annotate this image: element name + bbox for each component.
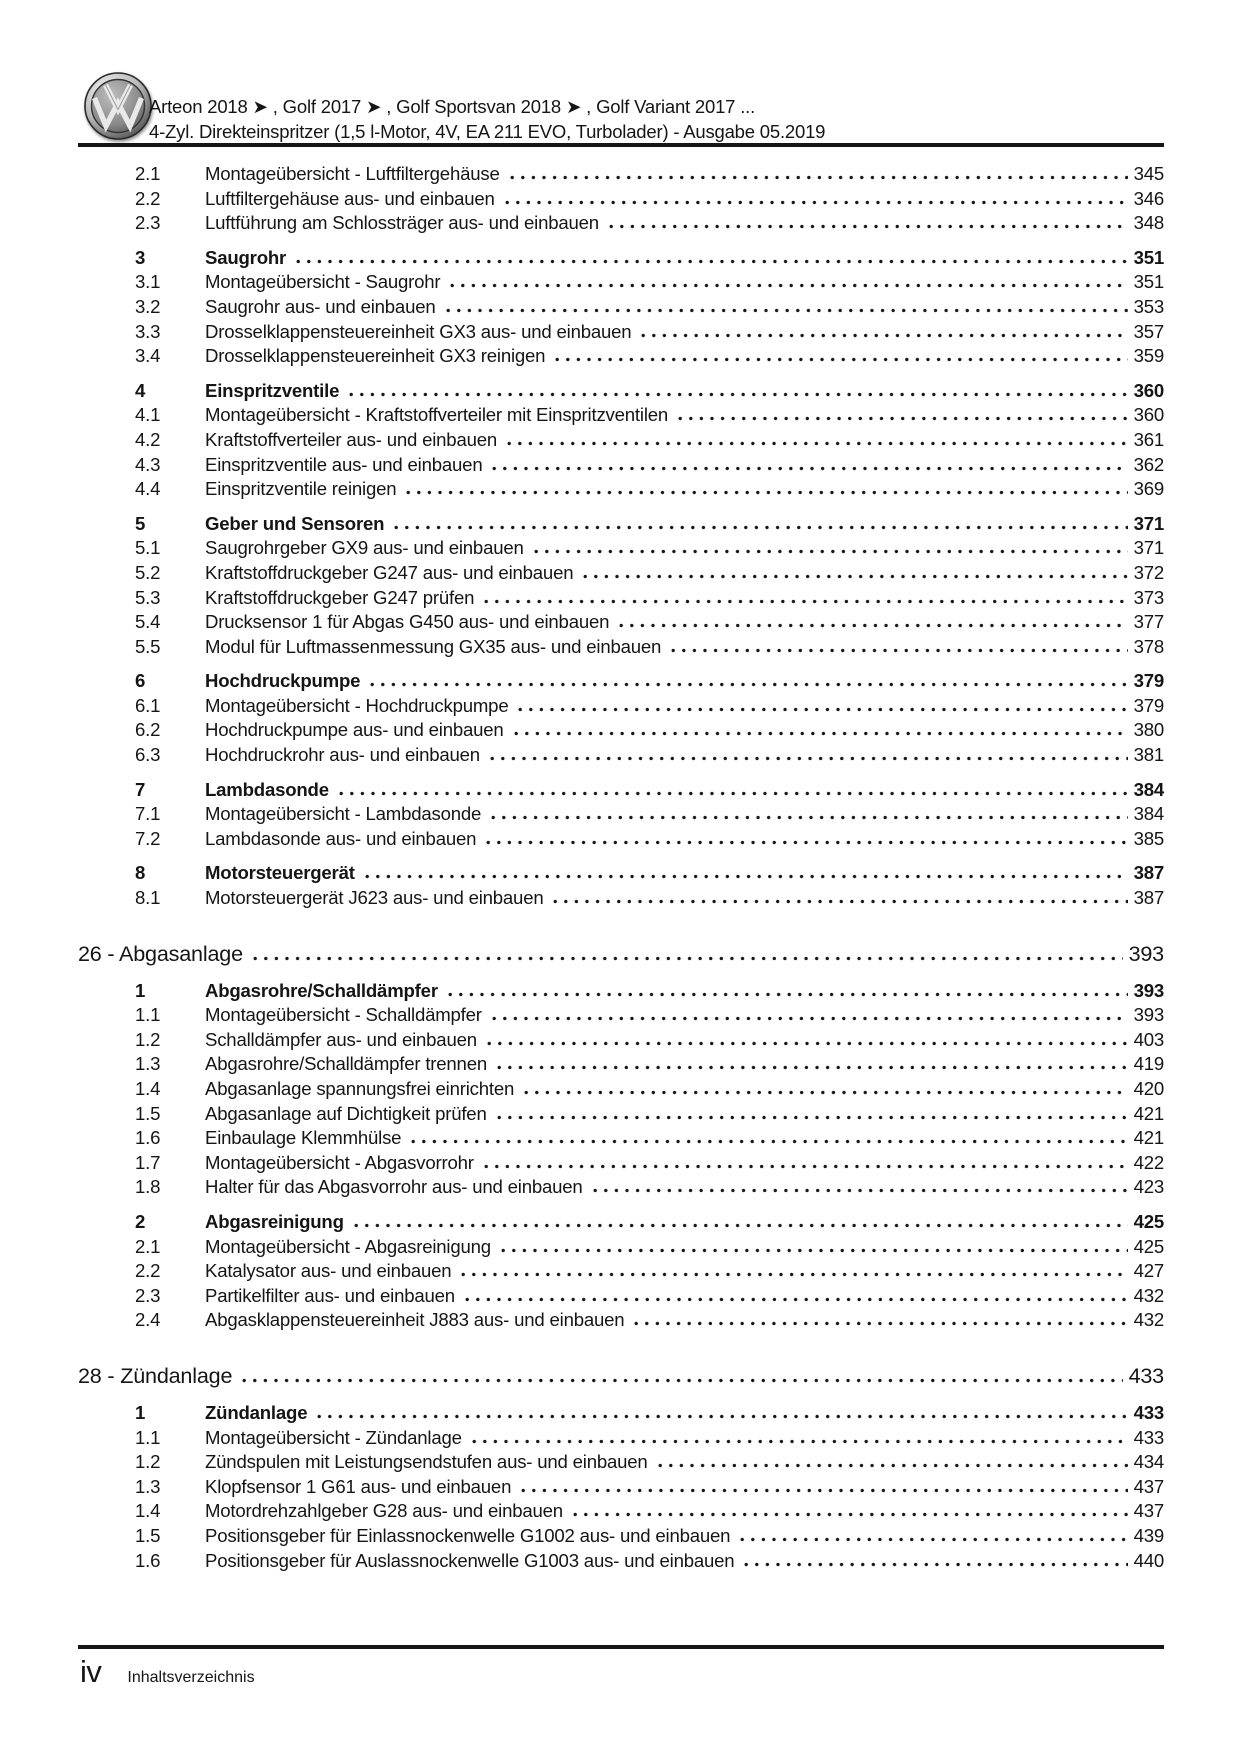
toc-entry-page: 433	[1133, 1401, 1164, 1423]
toc-row	[78, 1427, 1164, 1452]
dot-leader	[671, 648, 1127, 653]
toc-entry-title: Hochdruckpumpe	[205, 670, 361, 692]
dot-leader	[505, 200, 1128, 205]
toc-entry-title: Klopfsensor 1 G61 aus- und einbauen	[205, 1475, 512, 1497]
toc-entry-number: 2	[135, 1210, 146, 1232]
toc-entry-title: Schalldämpfer aus- und einbauen	[205, 1028, 477, 1050]
toc-entry-page: 419	[1133, 1053, 1164, 1075]
dot-leader	[446, 308, 1128, 313]
toc-entry-title: Saugrohr	[205, 246, 287, 268]
toc-row	[78, 1550, 1164, 1575]
dot-leader	[370, 682, 1127, 687]
toc-entry-page: 432	[1133, 1309, 1164, 1331]
dot-leader	[448, 992, 1128, 997]
toc-entry-title: Lambdasonde	[205, 778, 329, 800]
header-divider	[78, 143, 1164, 147]
toc-entry-title: Montageübersicht - Zündanlage	[205, 1426, 462, 1448]
toc-entry-page: 360	[1133, 379, 1164, 401]
toc-entry-page: 425	[1133, 1210, 1164, 1232]
dot-leader	[339, 791, 1128, 796]
toc-row	[78, 744, 1164, 769]
toc-row	[78, 941, 1164, 970]
dot-leader	[461, 1272, 1127, 1277]
toc-entry-page: 373	[1133, 586, 1164, 608]
toc-entry-title: Kraftstoffdruckgeber G247 aus- und einbauen	[205, 561, 574, 583]
toc-entry-number: 4.2	[135, 428, 161, 450]
toc-row	[78, 862, 1164, 887]
toc-row	[78, 562, 1164, 587]
toc-entry-page: 425	[1133, 1235, 1164, 1257]
toc-entry-page: 423	[1133, 1176, 1164, 1198]
toc-entry-number: 2.2	[135, 187, 161, 209]
toc-entry-title: Kraftstoffdruckgeber G247 prüfen	[205, 586, 475, 608]
header-engine-line: 4-Zyl. Direkteinspritzer (1,5 l-Motor, 4V, EA 211 EVO, Turbolader) - Ausgabe 05.2019	[149, 121, 826, 142]
dot-leader	[484, 1164, 1128, 1169]
toc-row	[78, 321, 1164, 346]
toc-row	[78, 1127, 1164, 1152]
toc-entry-title: Einspritzventile reinigen	[205, 478, 397, 500]
toc-entry-title: Lambdasonde aus- und einbauen	[205, 827, 477, 849]
toc-entry-title: Montageübersicht - Abgasvorrohr	[205, 1151, 474, 1173]
dot-leader	[534, 549, 1128, 554]
header-models-line: Arteon 2018 ➤ , Golf 2017 ➤ , Golf Sportsvan 2018 ➤ , Golf Variant 2017 ...	[149, 96, 756, 117]
toc-entry-title: 28 - Zündanlage	[78, 1362, 233, 1388]
toc-entry-page: 421	[1133, 1127, 1164, 1149]
toc-row	[78, 1260, 1164, 1285]
toc-entry-number: 2.1	[135, 1235, 161, 1257]
dot-leader	[492, 1016, 1128, 1021]
toc-entry-title: Positionsgeber für Einlassnockenwelle G1002 aus- und einbauen	[205, 1524, 731, 1546]
toc-entry-title: Katalysator aus- und einbauen	[205, 1260, 452, 1282]
toc-entry-number: 1.1	[135, 1004, 161, 1026]
toc-entry-page: 434	[1133, 1451, 1164, 1473]
toc-entry-title: Montageübersicht - Saugrohr	[205, 271, 441, 293]
dot-leader	[296, 259, 1128, 264]
toc-entry-number: 1.7	[135, 1151, 161, 1173]
toc-entry-number: 8.1	[135, 887, 161, 909]
toc-row	[78, 188, 1164, 213]
toc-entry-page: 348	[1133, 212, 1164, 234]
toc-entry-page: 384	[1133, 778, 1164, 800]
toc-entry-title: Montageübersicht - Schalldämpfer	[205, 1004, 482, 1026]
toc-row	[78, 1103, 1164, 1128]
toc-entry-page: 384	[1133, 803, 1164, 825]
toc-row	[78, 271, 1164, 296]
toc-entry-page: 379	[1133, 670, 1164, 692]
toc-row	[78, 887, 1164, 912]
dot-leader	[521, 1488, 1127, 1493]
toc-entry-number: 1.5	[135, 1524, 161, 1546]
toc-row	[78, 478, 1164, 503]
toc-entry-number: 6	[135, 670, 146, 692]
toc-row	[78, 611, 1164, 636]
dot-leader	[593, 1188, 1128, 1193]
toc-entry-number: 2.3	[135, 1284, 161, 1306]
toc-entry-number: 1.4	[135, 1500, 161, 1522]
dot-leader	[472, 1439, 1128, 1444]
toc-row	[78, 828, 1164, 853]
toc-entry-page: 345	[1133, 163, 1164, 184]
toc-entry-number: 8	[135, 862, 146, 884]
toc-entry-title: Zündanlage	[205, 1401, 308, 1423]
dot-leader	[491, 815, 1127, 820]
toc-entry-title: Montageübersicht - Lambdasonde	[205, 803, 482, 825]
dot-leader	[744, 1562, 1127, 1567]
toc-entry-number: 6.1	[135, 694, 161, 716]
toc-entry-number: 1.6	[135, 1127, 161, 1149]
toc-entry-title: 26 - Abgasanlage	[78, 940, 243, 966]
dot-leader	[394, 525, 1127, 530]
toc-entry-title: Drucksensor 1 für Abgas G450 aus- und einbauen	[205, 611, 610, 633]
toc-row	[78, 1363, 1164, 1392]
toc-row	[78, 345, 1164, 370]
toc-entry-title: Abgasrohre/Schalldämpfer trennen	[205, 1053, 487, 1075]
toc-entry-title: Positionsgeber für Auslassnockenwelle G1003 aus- und einbauen	[205, 1549, 735, 1571]
dot-leader	[555, 357, 1127, 362]
toc-entry-page: 433	[1128, 1362, 1164, 1388]
toc-entry-page: 379	[1133, 694, 1164, 716]
dot-leader	[553, 899, 1127, 904]
toc-row	[78, 587, 1164, 612]
toc-row	[78, 513, 1164, 538]
toc-entry-title: Partikelfilter aus- und einbauen	[205, 1284, 455, 1306]
toc-entry-title: Saugrohr aus- und einbauen	[205, 295, 436, 317]
toc-row	[78, 980, 1164, 1005]
toc-entry-title: Halter für das Abgasvorrohr aus- und einbauen	[205, 1176, 583, 1198]
toc-entry-page: 361	[1133, 428, 1164, 450]
toc-row	[78, 779, 1164, 804]
toc-entry-title: Montageübersicht - Kraftstoffverteiler mit Einspritzventilen	[205, 404, 669, 426]
toc-entry-page: 387	[1133, 887, 1164, 909]
toc-entry-title: Abgasanlage auf Dichtigkeit prüfen	[205, 1102, 487, 1124]
dot-leader	[583, 574, 1127, 579]
toc-entry-page: 371	[1133, 512, 1164, 534]
toc-entry-page: 371	[1133, 537, 1164, 559]
toc-entry-title: Geber und Sensoren	[205, 512, 385, 534]
toc-row	[78, 670, 1164, 695]
dot-leader	[678, 416, 1128, 421]
toc-entry-number: 2.1	[135, 163, 161, 184]
toc-entry-number: 1.3	[135, 1053, 161, 1075]
toc-entry-page: 422	[1133, 1151, 1164, 1173]
dot-leader	[354, 1223, 1128, 1228]
toc-row	[78, 636, 1164, 661]
toc-entry-title: Zündspulen mit Leistungsendstufen aus- und einbauen	[205, 1451, 648, 1473]
dot-leader	[317, 1414, 1127, 1419]
toc-row	[78, 537, 1164, 562]
toc-row	[78, 719, 1164, 744]
toc-entry-page: 440	[1133, 1549, 1164, 1571]
toc-row	[78, 695, 1164, 720]
dot-leader	[484, 599, 1127, 604]
toc-row	[78, 1451, 1164, 1476]
toc-entry-page: 385	[1133, 827, 1164, 849]
toc-entry-title: Abgasanlage spannungsfrei einrichten	[205, 1078, 515, 1099]
toc-entry-title: Einbaulage Klemmhülse	[205, 1127, 402, 1149]
toc-entry-page: 359	[1133, 345, 1164, 367]
toc-entry-title: Drosselklappensteuereinheit GX3 reinigen	[205, 345, 546, 367]
toc-entry-number: 4.4	[135, 478, 161, 500]
footer-label: Inhaltsverzeichnis	[127, 1669, 255, 1686]
toc-entry-number: 5.2	[135, 561, 161, 583]
toc-entry-page: 393	[1133, 979, 1164, 1001]
dot-leader	[411, 1139, 1127, 1144]
toc-row	[78, 1476, 1164, 1501]
toc-entry-number: 1.8	[135, 1176, 161, 1198]
toc-entry-title: Montageübersicht - Luftfiltergehäuse	[205, 163, 500, 184]
toc-entry-number: 1.4	[135, 1078, 161, 1099]
toc-entry-title: Hochdruckrohr aus- und einbauen	[205, 744, 480, 766]
dot-leader	[510, 175, 1128, 180]
toc-entry-page: 387	[1133, 862, 1164, 884]
toc-entry-title: Abgasreinigung	[205, 1210, 344, 1232]
toc-entry-number: 4.1	[135, 404, 161, 426]
toc-entry-number: 3.2	[135, 295, 161, 317]
dot-leader	[497, 1065, 1128, 1070]
vw-logo-icon	[84, 72, 152, 140]
toc-row	[78, 1402, 1164, 1427]
toc-row	[78, 212, 1164, 237]
toc-row	[78, 163, 1164, 188]
toc-row	[78, 1309, 1164, 1334]
toc-entry-number: 5	[135, 512, 146, 534]
toc-entry-title: Luftfiltergehäuse aus- und einbauen	[205, 187, 495, 209]
toc-entry-page: 357	[1133, 320, 1164, 342]
toc-entry-page: 346	[1133, 187, 1164, 209]
dot-leader	[524, 1090, 1127, 1095]
dot-leader	[492, 466, 1127, 471]
toc-row	[78, 1176, 1164, 1201]
dot-leader	[641, 333, 1127, 338]
dot-leader	[490, 756, 1128, 761]
toc-entry-page: 421	[1133, 1102, 1164, 1124]
dot-leader	[573, 1512, 1128, 1517]
toc-row	[78, 1285, 1164, 1310]
toc-entry-number: 1	[135, 1401, 146, 1423]
dot-leader	[486, 840, 1127, 845]
toc-entry-page: 427	[1133, 1260, 1164, 1282]
footer-divider	[78, 1645, 1164, 1649]
toc-entry-title: Motorsteuergerät	[205, 862, 355, 884]
dot-leader	[406, 490, 1127, 495]
dot-leader	[349, 392, 1127, 397]
toc-entry-number: 2.3	[135, 212, 161, 234]
toc-entry-page: 381	[1133, 744, 1164, 766]
dot-leader	[242, 1378, 1122, 1383]
toc-row	[78, 1211, 1164, 1236]
toc-entry-page: 439	[1133, 1524, 1164, 1546]
toc-entry-number: 7.2	[135, 827, 161, 849]
dot-leader	[514, 731, 1128, 736]
dot-leader	[497, 1115, 1128, 1120]
toc-entry-page: 433	[1133, 1426, 1164, 1448]
dot-leader	[609, 224, 1128, 229]
toc-list	[78, 163, 1164, 1574]
toc-row	[78, 1236, 1164, 1261]
dot-leader	[365, 874, 1128, 879]
toc-row	[78, 454, 1164, 479]
toc-entry-title: Montageübersicht - Abgasreinigung	[205, 1235, 491, 1257]
toc-entry-number: 1.6	[135, 1549, 161, 1571]
toc-entry-number: 1.3	[135, 1475, 161, 1497]
toc-entry-number: 6.2	[135, 719, 161, 741]
toc-row	[78, 296, 1164, 321]
toc-entry-page: 351	[1133, 271, 1164, 293]
toc-entry-number: 3.3	[135, 320, 161, 342]
toc-entry-title: Montageübersicht - Hochdruckpumpe	[205, 694, 509, 716]
toc-row	[78, 1500, 1164, 1525]
toc-entry-page: 437	[1133, 1475, 1164, 1497]
toc-entry-page: 362	[1133, 453, 1164, 475]
toc-row	[78, 803, 1164, 828]
toc-row	[78, 380, 1164, 405]
toc-entry-title: Abgasklappensteuereinheit J883 aus- und einbauen	[205, 1309, 625, 1331]
toc-entry-number: 1.2	[135, 1451, 161, 1473]
toc-entry-number: 5.1	[135, 537, 161, 559]
toc-entry-number: 1.1	[135, 1426, 161, 1448]
toc-entry-title: Motordrehzahlgeber G28 aus- und einbauen	[205, 1500, 563, 1522]
toc-row	[78, 404, 1164, 429]
dot-leader	[619, 623, 1127, 628]
dot-leader	[507, 441, 1128, 446]
toc-row	[78, 1525, 1164, 1550]
toc-entry-number: 3	[135, 246, 146, 268]
toc-entry-title: Abgasrohre/Schalldämpfer	[205, 979, 438, 1001]
toc-entry-title: Motorsteuergerät J623 aus- und einbauen	[205, 887, 544, 909]
toc-row	[78, 1004, 1164, 1029]
dot-leader	[501, 1248, 1128, 1253]
header-text-block	[149, 94, 825, 144]
toc-entry-number: 3.4	[135, 345, 161, 367]
toc-entry-title: Drosselklappensteuereinheit GX3 aus- und einbauen	[205, 320, 632, 342]
toc-entry-number: 5.4	[135, 611, 161, 633]
toc-entry-number: 5.5	[135, 635, 161, 657]
toc-entry-page: 372	[1133, 561, 1164, 583]
toc-row	[78, 1029, 1164, 1054]
toc-entry-number: 7.1	[135, 803, 161, 825]
dot-leader	[634, 1321, 1127, 1326]
dot-leader	[450, 283, 1127, 288]
toc-entry-page: 432	[1133, 1284, 1164, 1306]
toc-row	[78, 1053, 1164, 1078]
toc-entry-title: Kraftstoffverteiler aus- und einbauen	[205, 428, 498, 450]
toc-row	[78, 1152, 1164, 1177]
dot-leader	[518, 707, 1127, 712]
toc-entry-page: 353	[1133, 295, 1164, 317]
dot-leader	[465, 1297, 1128, 1302]
toc-entry-title: Modul für Luftmassenmessung GX35 aus- und einbauen	[205, 635, 662, 657]
toc-entry-title: Saugrohrgeber GX9 aus- und einbauen	[205, 537, 524, 559]
page-footer	[80, 1654, 255, 1690]
toc-entry-page: 420	[1133, 1078, 1164, 1099]
toc-entry-page: 380	[1133, 719, 1164, 741]
toc-entry-page: 437	[1133, 1500, 1164, 1522]
toc-entry-page: 360	[1133, 404, 1164, 426]
toc-entry-page: 377	[1133, 611, 1164, 633]
toc-row	[78, 247, 1164, 272]
toc-entry-page: 351	[1133, 246, 1164, 268]
toc-entry-number: 5.3	[135, 586, 161, 608]
toc-entry-page: 393	[1133, 1004, 1164, 1026]
toc-entry-number: 1.5	[135, 1102, 161, 1124]
toc-entry-page: 403	[1133, 1028, 1164, 1050]
dot-leader	[253, 956, 1123, 961]
toc-entry-number: 1	[135, 979, 146, 1001]
toc-entry-number: 7	[135, 778, 146, 800]
toc-entry-number: 4	[135, 379, 146, 401]
toc-entry-title: Einspritzventile	[205, 379, 340, 401]
toc-entry-page: 393	[1128, 940, 1164, 966]
dot-leader	[740, 1537, 1127, 1542]
toc-entry-page: 369	[1133, 478, 1164, 500]
toc-entry-number: 1.2	[135, 1028, 161, 1050]
toc-row	[78, 429, 1164, 454]
footer-page-number: iv	[80, 1654, 102, 1689]
dot-leader	[487, 1041, 1128, 1046]
toc-entry-number: 6.3	[135, 744, 161, 766]
toc-row	[78, 1078, 1164, 1103]
dot-leader	[658, 1463, 1128, 1468]
toc-entry-number: 4.3	[135, 453, 161, 475]
toc-entry-number: 3.1	[135, 271, 161, 293]
toc-entry-title: Hochdruckpumpe aus- und einbauen	[205, 719, 504, 741]
toc-entry-title: Luftführung am Schlossträger aus- und einbauen	[205, 212, 599, 234]
toc-entry-page: 378	[1133, 635, 1164, 657]
toc-entry-number: 2.4	[135, 1309, 161, 1331]
toc-entry-number: 2.2	[135, 1260, 161, 1282]
toc-entry-title: Einspritzventile aus- und einbauen	[205, 453, 483, 475]
